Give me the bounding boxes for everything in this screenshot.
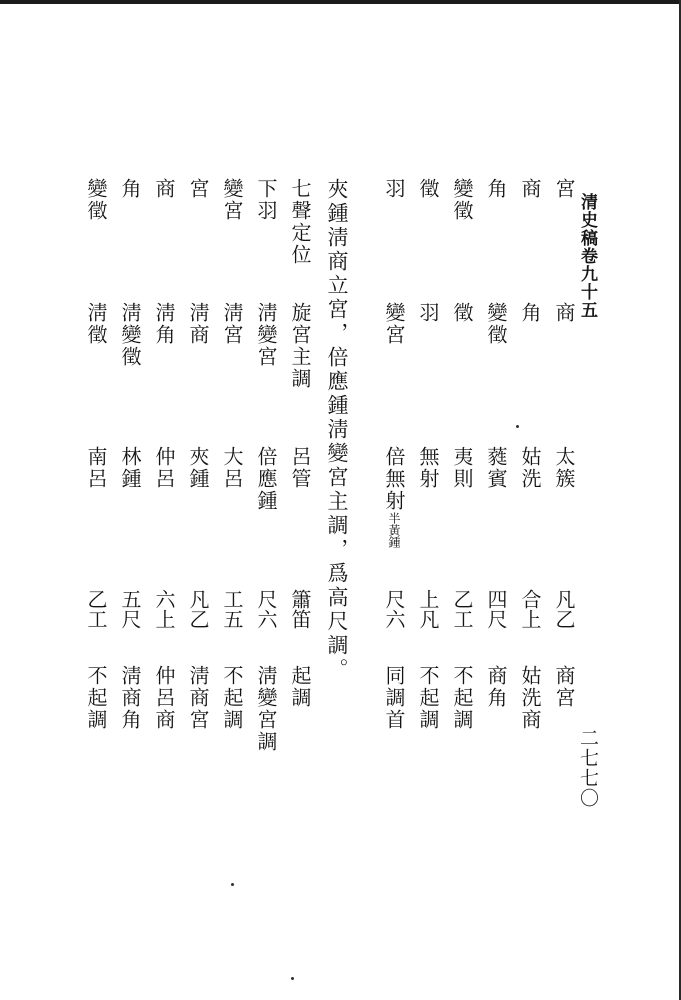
table-cell: 乙	[552, 609, 576, 631]
table-cell: 變宮	[220, 178, 244, 222]
table-cell: 凡	[552, 589, 576, 611]
page-top-edge	[0, 0, 681, 4]
table-cell: 不起調	[416, 665, 440, 731]
body-text-line: 夾鍾淸商立宮，倍應鍾淸變宮主調，爲高尺調。	[325, 178, 349, 682]
table-cell: 工	[220, 589, 244, 611]
header-cell: 笛	[288, 609, 312, 631]
header-cell: 七聲定位	[288, 178, 312, 266]
table-cell: 上	[416, 589, 440, 611]
note-small: 半黃鍾	[387, 512, 401, 548]
table-cell: 南呂	[84, 446, 108, 490]
table-cell: 淸商	[186, 302, 210, 346]
table-cell: 六	[254, 609, 278, 631]
table-cell: 六	[152, 589, 176, 611]
table-cell: 合	[518, 589, 542, 611]
table-cell: 乙	[186, 609, 210, 631]
table-cell: 蕤賓	[484, 446, 508, 490]
table-cell: 五	[118, 589, 142, 611]
table-cell: 尺	[484, 609, 508, 631]
table-cell: 同調首	[382, 665, 406, 731]
table-cell: 大呂	[220, 446, 244, 490]
table-cell: 林鍾	[118, 446, 142, 490]
table-cell: 尺	[254, 589, 278, 611]
table-cell: 徵	[416, 178, 440, 200]
table-cell: 淸變宮	[254, 302, 278, 368]
table-cell: 商	[518, 178, 542, 200]
print-speck	[291, 977, 294, 980]
table-cell: 變徵	[484, 302, 508, 346]
table-cell: 倍應鍾	[254, 446, 278, 512]
table-cell: 無射	[416, 446, 440, 490]
table-cell: 商	[552, 302, 576, 324]
table-cell: 淸角	[152, 302, 176, 346]
table-cell: 尺	[118, 609, 142, 631]
table-cell: 羽	[416, 302, 440, 324]
table-cell: 徵	[450, 302, 474, 324]
table-cell: 仲呂商	[152, 665, 176, 731]
table-cell: 下羽	[254, 178, 278, 222]
table-cell: 淸宮	[220, 302, 244, 346]
page-number: 二七七〇	[577, 728, 599, 808]
table-cell: 凡	[186, 589, 210, 611]
table-cell: 不起調	[450, 665, 474, 731]
table-cell: 變徵	[84, 178, 108, 222]
table-cell: 夾鍾	[186, 446, 210, 490]
header-cell: 呂管	[288, 446, 312, 490]
table-cell: 角	[518, 302, 542, 324]
table-cell: 商	[152, 178, 176, 200]
header-cell: 簫	[288, 589, 312, 611]
table-cell: 商宮	[552, 665, 576, 709]
table-cell: 夷則	[450, 446, 474, 490]
table-cell: 角	[484, 178, 508, 200]
header-cell: 起調	[288, 665, 312, 709]
table-cell: 淸變宮調	[254, 665, 278, 753]
table-cell: 變徵	[450, 178, 474, 222]
table-cell: 四	[484, 589, 508, 611]
table-cell: 角	[118, 178, 142, 200]
header-cell: 旋宮主調	[288, 302, 312, 390]
note-main: 倍無射	[382, 446, 406, 512]
table-cell: 不起調	[84, 665, 108, 731]
table-cell: 不起調	[220, 665, 244, 731]
table-cell-with-note	[368, 446, 404, 548]
table-cell: 上	[518, 609, 542, 631]
table-cell: 姑洗商	[518, 665, 542, 731]
table-cell: 五	[220, 609, 244, 631]
table-cell: 尺	[382, 589, 406, 611]
table-cell: 乙	[84, 589, 108, 611]
table-cell: 淸商宮	[186, 665, 210, 731]
table-cell: 淸商角	[118, 665, 142, 731]
table-cell: 姑洗	[518, 446, 542, 490]
table-cell: 宮	[552, 178, 576, 200]
table-cell: 上	[152, 609, 176, 631]
table-cell: 乙	[450, 589, 474, 611]
table-cell: 工	[450, 609, 474, 631]
print-speck	[516, 425, 519, 428]
table-cell: 六	[382, 609, 406, 631]
print-speck	[231, 883, 234, 886]
table-cell: 變宮	[382, 302, 406, 346]
table-cell: 工	[84, 609, 108, 631]
table-cell: 凡	[416, 609, 440, 631]
table-cell: 淸變徵	[118, 302, 142, 368]
table-cell: 宮	[186, 178, 210, 200]
running-header: 清史稿卷九十五	[577, 193, 597, 319]
table-cell: 羽	[382, 178, 406, 200]
table-cell: 商角	[484, 665, 508, 709]
table-cell: 淸徵	[84, 302, 108, 346]
table-cell: 太簇	[552, 446, 576, 490]
table-cell: 仲呂	[152, 446, 176, 490]
